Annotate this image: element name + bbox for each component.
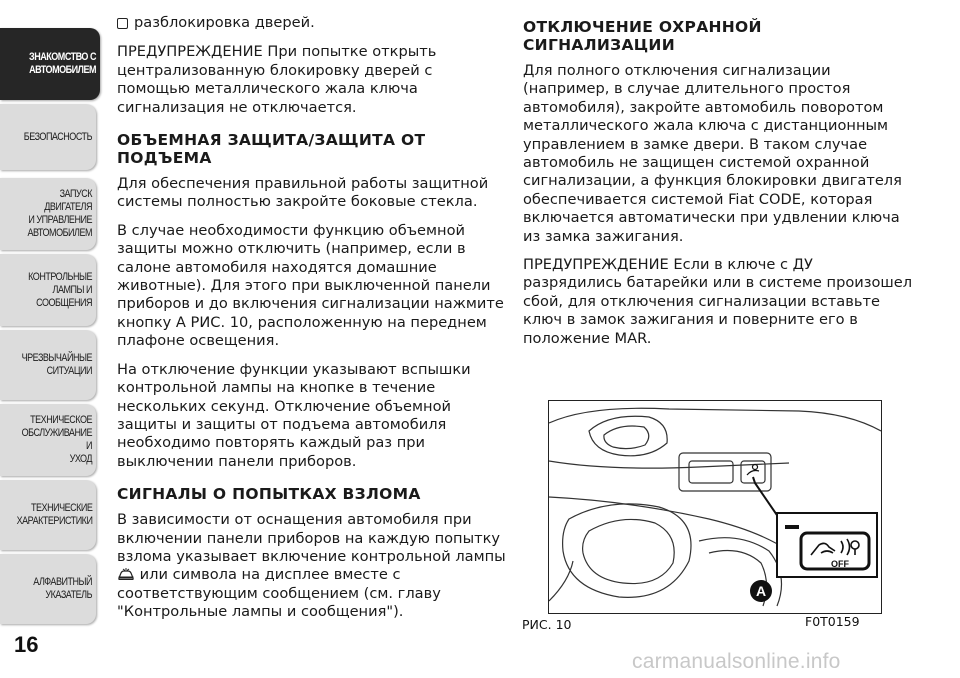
- warning-paragraph: ПРЕДУПРЕЖДЕНИЕ При попытке открыть централизованную блокировку дверей с помощью металлического жала ключа сигнализация не отключается.: [117, 43, 437, 116]
- right-column: [523, 14, 915, 358]
- bullet-text: разблокировка дверей.: [134, 14, 315, 31]
- section-title-volumetric: ОБЪЕМНАЯ ЗАЩИТА/ЗАЩИТА ОТ ПОДЪЕМА: [117, 131, 426, 168]
- paragraph-text: или символа на дисплее вместе с соответствующим сообщением (см. главу "Контрольные лампы и сообщения").: [117, 566, 441, 621]
- tab-label: ТЕХНИЧЕСКОЕ ОБСЛУЖИВАНИЕ И УХОД: [21, 414, 92, 465]
- bullet-item: [117, 14, 315, 32]
- tab-label: ЗАПУСК ДВИГАТЕЛЯ И УПРАВЛЕНИЕ АВТОМОБИЛЕМ: [27, 188, 92, 239]
- warning-paragraph: ПРЕДУПРЕЖДЕНИЕ Если в ключе с ДУ разрядились батарейки или в системе произошел сбой, для отключения сигнализации вставьте ключ в замок зажигания и поверните его в положение MAR.: [523, 256, 913, 347]
- ceiling-lamp-illustration: [549, 401, 881, 613]
- tab-label: ЗНАКОМСТВО С АВТОМОБИЛЕМ: [29, 51, 96, 76]
- tab-label: КОНТРОЛЬНЫЕ ЛАМПЫ И СООБЩЕНИЯ: [28, 270, 92, 309]
- figure-caption: РИС. 10: [522, 617, 572, 632]
- off-button-label: OFF: [831, 559, 849, 569]
- tab-label: АЛФАВИТНЫЙ УКАЗАТЕЛЬ: [33, 576, 92, 601]
- paragraph-with-icon: [117, 511, 509, 621]
- callout-label-a: A: [755, 583, 767, 599]
- tab-label: ТЕХНИЧЕСКИЕ ХАРАКТЕРИСТИКИ: [16, 502, 92, 527]
- bullet-square-icon: [117, 18, 128, 29]
- figure-code: F0T0159: [805, 614, 860, 629]
- section-title-disable-alarm: ОТКЛЮЧЕНИЕ ОХРАННОЙ СИГНАЛИЗАЦИИ: [523, 18, 762, 54]
- tab-technical-specs[interactable]: [0, 480, 96, 550]
- tab-index[interactable]: [0, 554, 96, 624]
- paragraph: В случае необходимости функцию объемной защиты можно отключить (например, если в салоне автомобиля находятся домашние животные). Для этого при выключенной панели приборов и до включения сигнализации нажмите кнопку A РИС. 10, расположенную на переднем плафоне освещения.: [117, 221, 504, 350]
- chapter-sidebar: [0, 0, 108, 678]
- alarm-warning-lamp-icon: [117, 567, 135, 581]
- tab-emergencies[interactable]: [0, 330, 96, 400]
- tab-starting-driving[interactable]: [0, 178, 96, 250]
- tab-label: ЧРЕЗВЫЧАЙНЫЕ СИТУАЦИИ: [21, 352, 92, 377]
- page-number: 16: [14, 632, 39, 657]
- left-column: [117, 14, 509, 632]
- tab-safety[interactable]: [0, 104, 96, 170]
- paragraph: Для обеспечения правильной работы защитной системы полностью закройте боковые стекла.: [117, 175, 489, 211]
- section-title-intrusion: СИГНАЛЫ О ПОПЫТКАХ ВЗЛОМА: [117, 485, 421, 504]
- watermark: carmanualsonline.info: [632, 650, 841, 673]
- tab-warning-lights[interactable]: [0, 254, 96, 326]
- tab-getting-to-know-car[interactable]: [0, 28, 100, 100]
- paragraph: На отключение функции указывают вспышки контрольной лампы на кнопке в течение нескольких секунд. Отключение объемной защиты и защиты от подъема автомобиля необходимо повторять каждый раз при выключении панели приборов.: [117, 360, 471, 470]
- figure-ceiling-lamp: [548, 400, 882, 614]
- tab-maintenance[interactable]: [0, 404, 96, 476]
- tab-label: БЕЗОПАСНОСТЬ: [23, 130, 92, 143]
- paragraph: Для полного отключения сигнализации (например, в случае длительного простоя автомобиля), закройте автомобиль поворотом металлического жала ключа с дистанционным управлением в замке двери. В таком случае автомобиль не защищен системой охранной сигнализации, а функция блокировки двигателя обеспечивается системой Fiat CODE, которая включается автоматически при удвлении ключа из замка зажигания.: [523, 62, 902, 245]
- paragraph-text: В зависимости от оснащения автомобиля при включении панели приборов на каждую попытку взлома указывает включение контрольной лампы: [117, 511, 506, 565]
